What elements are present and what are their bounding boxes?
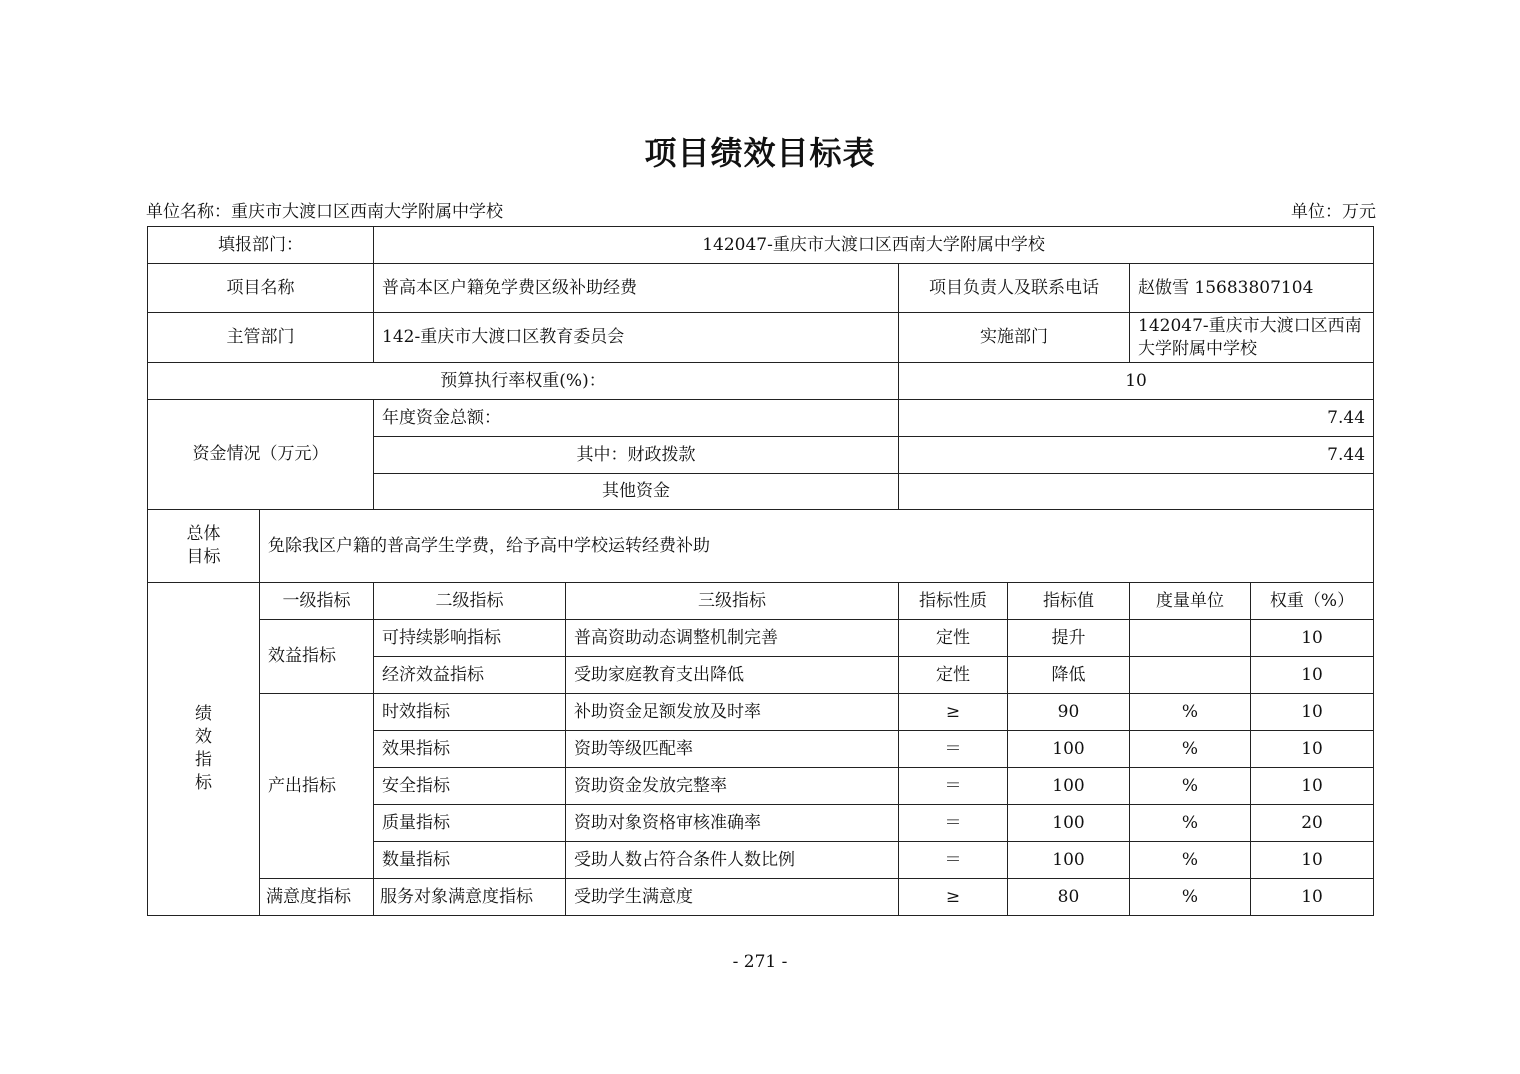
level2-cell: 数量指标	[374, 842, 566, 879]
nature-cell: ＝	[899, 768, 1008, 805]
value-cell: 100	[1008, 805, 1130, 842]
level3-cell: 资助对象资格审核准确率	[566, 805, 899, 842]
budget-rate-row	[148, 363, 1374, 400]
funds-label: 资金情况（万元）	[148, 400, 374, 510]
budget-rate-label: 预算执行率权重(%)：	[148, 363, 899, 400]
value-cell: 90	[1008, 694, 1130, 731]
contact-label: 项目负责人及联系电话	[899, 264, 1130, 313]
indicator-header-row	[148, 583, 1374, 620]
level3-cell: 补助资金足额发放及时率	[566, 694, 899, 731]
level1-group: 产出指标	[260, 694, 374, 879]
weight-cell: 10	[1251, 657, 1374, 694]
weight-cell: 10	[1251, 768, 1374, 805]
impl-label: 实施部门	[899, 313, 1130, 363]
weight-cell: 10	[1251, 879, 1374, 916]
table-row	[148, 879, 1374, 916]
indicators-section-label: 绩效指标	[148, 583, 260, 916]
goal-value: 免除我区户籍的普高学生学费，给予高中学校运转经费补助	[260, 510, 1374, 583]
level3-cell: 受助家庭教育支出降低	[566, 657, 899, 694]
column-header: 指标值	[1008, 583, 1130, 620]
nature-cell: ＝	[899, 805, 1008, 842]
project-name-row	[148, 264, 1374, 313]
unit-cell: %	[1130, 731, 1251, 768]
weight-cell: 10	[1251, 842, 1374, 879]
value-cell: 提升	[1008, 620, 1130, 657]
goal-row	[148, 510, 1374, 583]
unit-cell: %	[1130, 694, 1251, 731]
value-cell: 100	[1008, 842, 1130, 879]
unit-cell: %	[1130, 768, 1251, 805]
budget-rate-value: 10	[899, 363, 1374, 400]
value-cell: 100	[1008, 768, 1130, 805]
supervisor-value: 142-重庆市大渡口区教育委员会	[374, 313, 899, 363]
contact-value: 赵傲雪 15683807104	[1130, 264, 1374, 313]
nature-cell: 定性	[899, 620, 1008, 657]
funds-total-label: 年度资金总额：	[374, 400, 899, 437]
column-header: 度量单位	[1130, 583, 1251, 620]
level2-cell: 服务对象满意度指标	[374, 879, 566, 916]
value-cell: 降低	[1008, 657, 1130, 694]
level3-cell: 资助资金发放完整率	[566, 768, 899, 805]
level3-cell: 受助人数占符合条件人数比例	[566, 842, 899, 879]
unit-cell: %	[1130, 842, 1251, 879]
level3-cell: 普高资助动态调整机制完善	[566, 620, 899, 657]
level1-group: 满意度指标	[260, 879, 374, 916]
level2-cell: 安全指标	[374, 768, 566, 805]
unit-cell: %	[1130, 805, 1251, 842]
project-name-value: 普高本区户籍免学费区级补助经费	[374, 264, 899, 313]
unit-cell	[1130, 620, 1251, 657]
supervisor-row	[148, 313, 1374, 363]
level2-cell: 经济效益指标	[374, 657, 566, 694]
funds-other-value	[899, 474, 1374, 510]
nature-cell: ≥	[899, 694, 1008, 731]
weight-cell: 10	[1251, 620, 1374, 657]
weight-cell: 20	[1251, 805, 1374, 842]
unit-cell	[1130, 657, 1251, 694]
level2-cell: 效果指标	[374, 731, 566, 768]
level3-cell: 资助等级匹配率	[566, 731, 899, 768]
fill-dept-value: 142047-重庆市大渡口区西南大学附属中学校	[374, 227, 1374, 264]
funds-fiscal-value: 7.44	[899, 437, 1374, 474]
performance-table	[147, 226, 1374, 916]
nature-cell: ＝	[899, 842, 1008, 879]
level2-cell: 时效指标	[374, 694, 566, 731]
weight-cell: 10	[1251, 694, 1374, 731]
value-cell: 100	[1008, 731, 1130, 768]
level1-group: 效益指标	[260, 620, 374, 694]
funds-other-label: 其他资金	[374, 474, 899, 510]
column-header: 一级指标	[260, 583, 374, 620]
column-header: 指标性质	[899, 583, 1008, 620]
weight-cell: 10	[1251, 731, 1374, 768]
page-number: - 271 -	[732, 952, 788, 972]
level2-cell: 可持续影响指标	[374, 620, 566, 657]
table-row	[148, 694, 1374, 731]
funds-fiscal-label: 其中：财政拨款	[374, 437, 899, 474]
funds-total-row	[148, 400, 1374, 437]
level3-cell: 受助学生满意度	[566, 879, 899, 916]
fill-dept-label: 填报部门：	[148, 227, 374, 264]
nature-cell: ＝	[899, 731, 1008, 768]
column-header: 三级指标	[566, 583, 899, 620]
nature-cell: 定性	[899, 657, 1008, 694]
page-title: 项目绩效目标表	[644, 134, 876, 172]
impl-value: 142047-重庆市大渡口区西南大学附属中学校	[1130, 313, 1374, 363]
unit-name: 单位名称：重庆市大渡口区西南大学附属中学校	[146, 202, 503, 222]
nature-cell: ≥	[899, 879, 1008, 916]
level2-cell: 质量指标	[374, 805, 566, 842]
project-name-label: 项目名称	[148, 264, 374, 313]
value-cell: 80	[1008, 879, 1130, 916]
column-header: 二级指标	[374, 583, 566, 620]
column-header: 权重（%）	[1251, 583, 1374, 620]
funds-total-value: 7.44	[899, 400, 1374, 437]
table-row	[148, 620, 1374, 657]
unit-cell: %	[1130, 879, 1251, 916]
unit-label: 单位：万元	[1291, 202, 1376, 222]
goal-label: 总体目标	[148, 510, 260, 583]
supervisor-label: 主管部门	[148, 313, 374, 363]
fill-dept-row	[148, 227, 1374, 264]
